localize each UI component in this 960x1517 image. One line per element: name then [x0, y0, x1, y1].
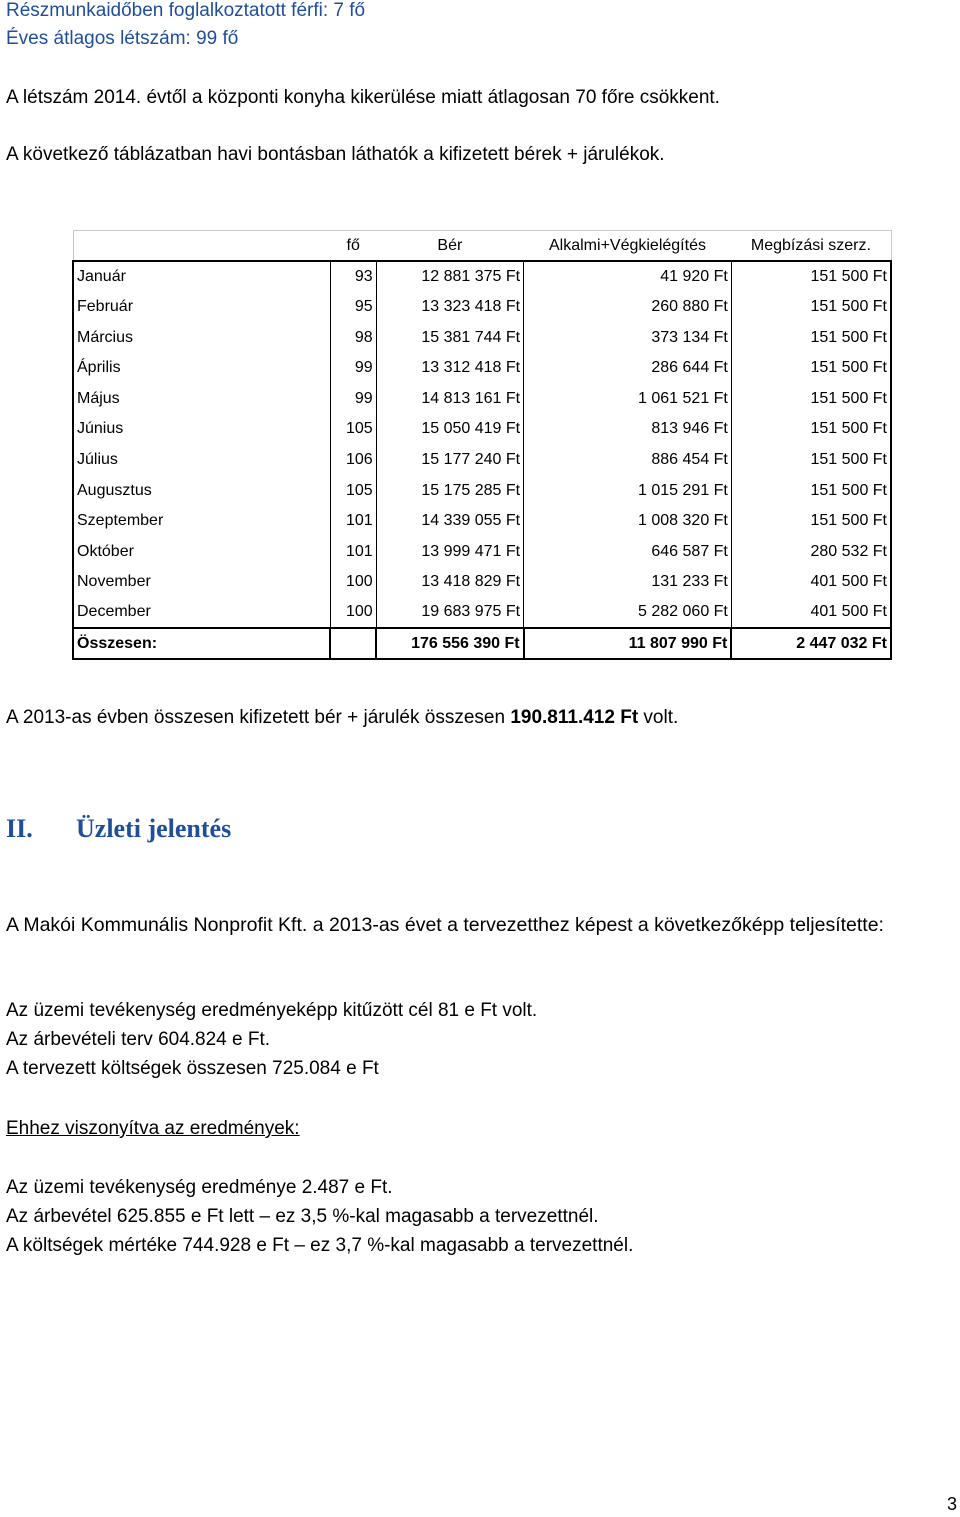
- cell-headcount: 100: [330, 567, 376, 598]
- cell-casual-severance: 1 061 521 Ft: [524, 383, 732, 414]
- cell-contract: 151 500 Ft: [731, 322, 891, 353]
- cell-contract: 151 500 Ft: [731, 506, 891, 537]
- intro-part-time-staff: Részmunkaidőben foglalkoztatott férfi: 7 fő: [6, 0, 366, 21]
- cell-casual-severance: 1 008 320 Ft: [524, 506, 732, 537]
- cell-salary: 15 381 744 Ft: [376, 322, 523, 353]
- cell-salary: 13 323 418 Ft: [376, 292, 523, 323]
- cell-casual-severance: 131 233 Ft: [524, 567, 732, 598]
- table-row: [73, 353, 891, 384]
- cell-contract: 151 500 Ft: [731, 261, 891, 292]
- table-row: [73, 475, 891, 506]
- cell-casual-severance: 646 587 Ft: [524, 536, 732, 567]
- table-row: [73, 536, 891, 567]
- cell-headcount: 105: [330, 414, 376, 445]
- cell-casual-severance: 286 644 Ft: [524, 353, 732, 384]
- cell-salary: 13 312 418 Ft: [376, 353, 523, 384]
- header-cell-contract: Megbízási szerz.: [731, 231, 891, 262]
- intro-table-description: A következő táblázatban havi bontásban láthatók a kifizetett bérek + járulékok.: [6, 144, 665, 165]
- section-heading: [6, 814, 231, 844]
- table-row: [73, 292, 891, 323]
- cell-month: Február: [73, 292, 330, 323]
- header-cell-salary: Bér: [376, 231, 523, 262]
- cell-contract: 151 500 Ft: [731, 353, 891, 384]
- result-operating: Az üzemi tevékenység eredménye 2.487 e Ft.: [6, 1177, 393, 1198]
- cell-casual-severance: 1 015 291 Ft: [524, 475, 732, 506]
- summary-amount: 190.811.412 Ft: [510, 707, 639, 728]
- annual-total-summary: [6, 707, 678, 729]
- result-revenue: Az árbevétel 625.855 e Ft lett – ez 3,5 %-kal magasabb a tervezettnél.: [6, 1206, 599, 1227]
- cell-contract: 280 532 Ft: [731, 536, 891, 567]
- target-operating-result: Az üzemi tevékenység eredményeképp kitűzött cél 81 e Ft volt.: [6, 1000, 538, 1021]
- cell-contract: 151 500 Ft: [731, 292, 891, 323]
- cell-headcount: 98: [330, 322, 376, 353]
- result-costs: A költségek mértéke 744.928 e Ft – ez 3,7 %-kal magasabb a tervezettnél.: [6, 1235, 634, 1256]
- cell-month: Június: [73, 414, 330, 445]
- table-row: [73, 506, 891, 537]
- header-cell-casual-severance: Alkalmi+Végkielégítés: [524, 231, 732, 262]
- section-title: Üzleti jelentés: [76, 814, 232, 843]
- section-number: II.: [6, 814, 33, 843]
- table-header-row: [73, 231, 891, 262]
- total-cell-contract: 2 447 032 Ft: [731, 628, 891, 659]
- cell-month: Július: [73, 445, 330, 476]
- cell-salary: 19 683 975 Ft: [376, 598, 523, 629]
- cell-contract: 151 500 Ft: [731, 475, 891, 506]
- table-row: [73, 567, 891, 598]
- monthly-payroll-table: [72, 230, 892, 660]
- target-planned-costs: A tervezett költségek összesen 725.084 e Ft: [6, 1058, 379, 1079]
- header-cell-month: [73, 231, 330, 262]
- cell-salary: 13 999 471 Ft: [376, 536, 523, 567]
- cell-salary: 14 339 055 Ft: [376, 506, 523, 537]
- cell-headcount: 105: [330, 475, 376, 506]
- report-intro-paragraph: A Makói Kommunális Nonprofit Kft. a 2013-as évet a tervezetthez képest a következőképp teljesítette:: [6, 914, 884, 936]
- cell-month: Április: [73, 353, 330, 384]
- header-cell-headcount: fő: [330, 231, 376, 262]
- intro-average-headcount: Éves átlagos létszám: 99 fő: [6, 28, 239, 49]
- cell-casual-severance: 373 134 Ft: [524, 322, 732, 353]
- cell-headcount: 99: [330, 383, 376, 414]
- cell-headcount: 101: [330, 506, 376, 537]
- cell-contract: 401 500 Ft: [731, 598, 891, 629]
- total-cell-salary: 176 556 390 Ft: [376, 628, 523, 659]
- cell-contract: 151 500 Ft: [731, 414, 891, 445]
- cell-month: Augusztus: [73, 475, 330, 506]
- table-row: [73, 322, 891, 353]
- cell-salary: 14 813 161 Ft: [376, 383, 523, 414]
- cell-month: Május: [73, 383, 330, 414]
- total-cell-headcount: [330, 628, 376, 659]
- table-row: [73, 414, 891, 445]
- cell-headcount: 106: [330, 445, 376, 476]
- results-heading: Ehhez viszonyítva az eredmények:: [6, 1118, 300, 1139]
- cell-headcount: 101: [330, 536, 376, 567]
- table-row: [73, 598, 891, 629]
- cell-casual-severance: 886 454 Ft: [524, 445, 732, 476]
- cell-month: November: [73, 567, 330, 598]
- table-row: [73, 445, 891, 476]
- cell-contract: 401 500 Ft: [731, 567, 891, 598]
- target-revenue-plan: Az árbevételi terv 604.824 e Ft.: [6, 1029, 271, 1050]
- cell-month: Március: [73, 322, 330, 353]
- summary-suffix: volt.: [638, 707, 679, 728]
- cell-month: Szeptember: [73, 506, 330, 537]
- cell-casual-severance: 5 282 060 Ft: [524, 598, 732, 629]
- cell-salary: 13 418 829 Ft: [376, 567, 523, 598]
- total-cell-month: Összesen:: [73, 628, 330, 659]
- table-row: [73, 261, 891, 292]
- cell-month: Január: [73, 261, 330, 292]
- cell-salary: 15 175 285 Ft: [376, 475, 523, 506]
- table-row: [73, 383, 891, 414]
- total-cell-casual-severance: 11 807 990 Ft: [524, 628, 732, 659]
- cell-month: December: [73, 598, 330, 629]
- cell-contract: 151 500 Ft: [731, 445, 891, 476]
- cell-salary: 15 177 240 Ft: [376, 445, 523, 476]
- cell-salary: 12 881 375 Ft: [376, 261, 523, 292]
- intro-headcount-change: A létszám 2014. évtől a központi konyha kikerülése miatt átlagosan 70 főre csökkent.: [6, 87, 720, 108]
- table-total-row: [73, 628, 891, 659]
- cell-headcount: 100: [330, 598, 376, 629]
- cell-month: Október: [73, 536, 330, 567]
- cell-casual-severance: 41 920 Ft: [524, 261, 732, 292]
- cell-headcount: 95: [330, 292, 376, 323]
- cell-contract: 151 500 Ft: [731, 383, 891, 414]
- cell-casual-severance: 260 880 Ft: [524, 292, 732, 323]
- cell-casual-severance: 813 946 Ft: [524, 414, 732, 445]
- cell-salary: 15 050 419 Ft: [376, 414, 523, 445]
- cell-headcount: 93: [330, 261, 376, 292]
- summary-prefix: A 2013-as évben összesen kifizetett bér + járulék összesen: [6, 707, 511, 728]
- page-number: 3: [947, 1494, 958, 1514]
- cell-headcount: 99: [330, 353, 376, 384]
